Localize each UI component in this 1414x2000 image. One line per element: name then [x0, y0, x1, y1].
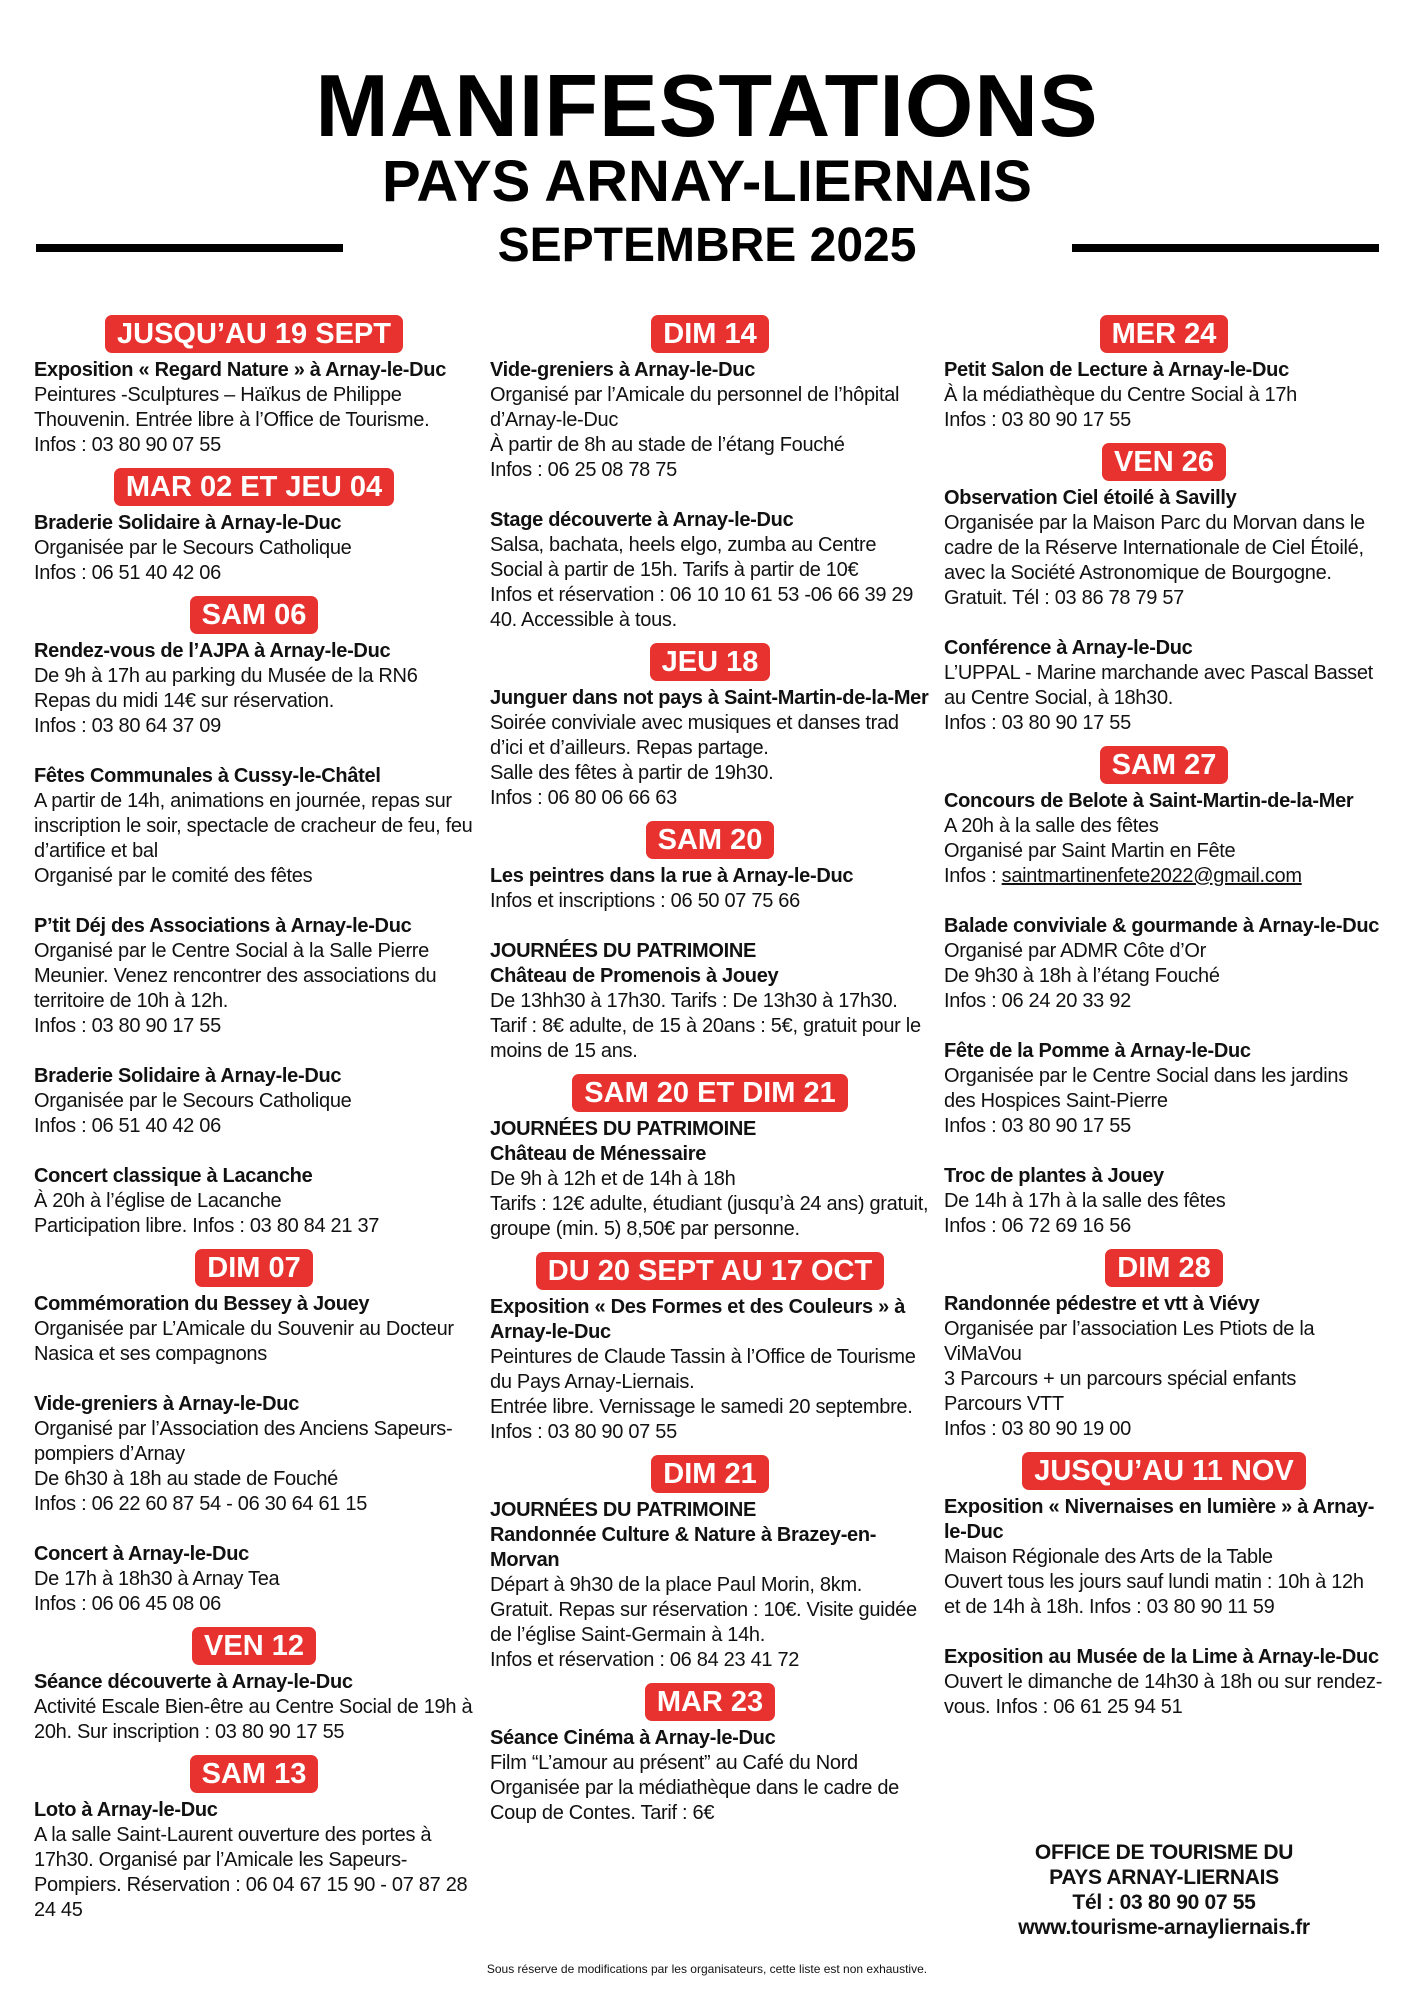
- event-item: [490, 1117, 930, 1242]
- event-detail: Infos : 03 80 90 17 55: [34, 1015, 221, 1037]
- event-detail: Infos : 06 51 40 42 06: [34, 1115, 221, 1137]
- date-badge: JUSQU’AU 19 SEPT: [105, 315, 403, 353]
- date-heading: [490, 1455, 930, 1493]
- event-item: [34, 1798, 474, 1923]
- event-detail: Entrée libre. Vernissage le samedi 20 septembre. Infos : 03 80 90 07 55: [490, 1396, 913, 1443]
- tourism-office-contact: [944, 1840, 1384, 1940]
- date-heading: [944, 746, 1384, 784]
- date-heading: [490, 1252, 930, 1290]
- event-title: P’tit Déj des Associations à Arnay-le-Duc: [34, 915, 412, 937]
- event-detail: Soirée conviviale avec musiques et danses trad d’ici et d’ailleurs. Repas partage.: [490, 712, 899, 759]
- event-detail: Infos : 03 80 90 17 55: [944, 409, 1131, 431]
- event-title: Braderie Solidaire à Arnay-le-Duc: [34, 1065, 342, 1087]
- event-detail: A partir de 14h, animations en journée, repas sur inscription le soir, spectacle de cracheur de feu, feu d’artifice et bal: [34, 790, 473, 862]
- event-title: Vide-greniers à Arnay-le-Duc: [34, 1393, 300, 1415]
- date-badge: SAM 06: [190, 596, 319, 634]
- event-item: [490, 939, 930, 1064]
- event-item: [34, 639, 474, 739]
- date-badge: VEN 12: [192, 1627, 316, 1665]
- event-title: Stage découverte à Arnay-le-Duc: [490, 509, 794, 531]
- event-detail: Organisé par le comité des fêtes: [34, 865, 313, 887]
- event-title: Commémoration du Bessey à Jouey: [34, 1293, 370, 1315]
- office-website-link[interactable]: www.tourisme-arnayliernais.fr: [1018, 1916, 1310, 1939]
- column-2: [490, 313, 930, 1836]
- event-detail: Organisée par le Secours Catholique: [34, 537, 352, 559]
- date-badge: DIM 07: [195, 1249, 312, 1287]
- event-detail: Ouvert le dimanche de 14h30 à 18h ou sur rendez-vous. Infos : 06 61 25 94 51: [944, 1671, 1383, 1718]
- event-item: [944, 1495, 1384, 1620]
- event-title: JOURNÉES DU PATRIMOINE Château de Promenois à Jouey: [490, 940, 779, 987]
- event-detail: Infos : 06 51 40 42 06: [34, 562, 221, 584]
- event-item: [944, 486, 1384, 611]
- date-heading: [34, 315, 474, 353]
- event-title: Concert classique à Lacanche: [34, 1165, 313, 1187]
- event-detail: Organisé par Saint Martin en Fête: [944, 840, 1236, 862]
- event-detail: Départ à 9h30 de la place Paul Morin, 8km. Gratuit. Repas sur réservation : 10€. Visite guidée de l’église Saint-Germain à 14h.: [490, 1574, 917, 1646]
- event-item: [490, 864, 930, 914]
- event-item: [34, 914, 474, 1039]
- event-detail: Peintures -Sculptures – Haïkus de Philippe Thouvenin. Entrée libre à l’Office de Tourisme. Infos : 03 80 90 07 55: [34, 384, 430, 456]
- event-detail: De 14h à 17h à la salle des fêtes: [944, 1190, 1226, 1212]
- event-detail: De 13hh30 à 17h30. Tarifs : De 13h30 à 17h30. Tarif : 8€ adulte, de 15 à 20ans : 5€, gratuit pour le moins de 15 ans.: [490, 990, 921, 1062]
- date-heading: [490, 821, 930, 859]
- event-detail: De 17h à 18h30 à Arnay Tea: [34, 1568, 280, 1590]
- event-detail: Salsa, bachata, heels elgo, zumba au Centre Social à partir de 15h. Tarifs à partir de 10€: [490, 534, 877, 581]
- disclaimer: Sous réserve de modifications par les organisateurs, cette liste est non exhaustive.: [486, 1962, 928, 1976]
- event-detail: Organisé par ADMR Côte d’Or: [944, 940, 1206, 962]
- event-item: [34, 1292, 474, 1367]
- date-badge: DIM 28: [1105, 1249, 1222, 1287]
- event-item: [34, 1064, 474, 1139]
- event-detail: De 9h à 12h et de 14h à 18h: [490, 1168, 736, 1190]
- event-item: [490, 358, 930, 483]
- event-detail: Organisée par le Centre Social dans les jardins des Hospices Saint-Pierre: [944, 1065, 1348, 1112]
- date-badge: SAM 20 ET DIM 21: [572, 1074, 847, 1112]
- event-title: Séance découverte à Arnay-le-Duc: [34, 1671, 353, 1693]
- event-item: [944, 636, 1384, 736]
- event-detail: De 6h30 à 18h au stade de Fouché: [34, 1468, 338, 1490]
- event-detail: Infos : 06 24 20 33 92: [944, 990, 1131, 1012]
- office-name-line1: OFFICE DE TOURISME DU: [1034, 1841, 1294, 1864]
- event-title: Braderie Solidaire à Arnay-le-Duc: [34, 512, 342, 534]
- event-title: Fêtes Communales à Cussy-le-Châtel: [34, 765, 381, 787]
- event-detail: Organisée par l’association Les Ptiots de la ViMaVou: [944, 1318, 1315, 1365]
- event-detail: Organisée par L’Amicale du Souvenir au Docteur Nasica et ses compagnons: [34, 1318, 454, 1365]
- event-detail: 3 Parcours + un parcours spécial enfants: [944, 1368, 1297, 1390]
- event-contact-email: [944, 864, 1384, 889]
- event-detail: Infos et réservation : 06 10 10 61 53 -06 66 39 29 40. Accessible à tous.: [490, 584, 914, 631]
- event-detail: Organisé par le Centre Social à la Salle Pierre Meunier. Venez rencontrer des associations du territoire de 10h à 12h.: [34, 940, 437, 1012]
- event-title: Fête de la Pomme à Arnay-le-Duc: [944, 1040, 1251, 1062]
- event-title: Exposition au Musée de la Lime à Arnay-le-Duc: [944, 1646, 1379, 1668]
- event-detail: Infos et inscriptions : 06 50 07 75 66: [490, 890, 800, 912]
- event-detail: De 9h30 à 18h à l’étang Fouché: [944, 965, 1220, 987]
- divider-right: [1072, 244, 1379, 252]
- event-detail: Infos : 06 72 69 16 56: [944, 1215, 1131, 1237]
- event-detail: Infos : 03 80 64 37 09: [34, 715, 221, 737]
- event-item: [34, 511, 474, 586]
- event-title: Junguer dans not pays à Saint-Martin-de-la-Mer: [490, 687, 929, 709]
- date-heading: [490, 643, 930, 681]
- event-detail: Tarifs : 12€ adulte, étudiant (jusqu’à 24 ans) gratuit, groupe (min. 5) 8,50€ par personne.: [490, 1193, 929, 1240]
- event-detail: Participation libre. Infos : 03 80 84 21 37: [34, 1215, 380, 1237]
- event-item: [34, 1392, 474, 1517]
- event-item: [34, 358, 474, 458]
- event-detail: Peintures de Claude Tassin à l’Office de Tourisme du Pays Arnay-Liernais.: [490, 1346, 916, 1393]
- date-badge: DIM 21: [651, 1455, 768, 1493]
- date-heading: [34, 596, 474, 634]
- event-title: Observation Ciel étoilé à Savilly: [944, 487, 1237, 509]
- event-item: [944, 789, 1384, 889]
- event-detail: Infos et réservation : 06 84 23 41 72: [490, 1649, 800, 1671]
- event-detail: Activité Escale Bien-être au Centre Social de 19h à 20h. Sur inscription : 03 80 90 17 55: [34, 1696, 473, 1743]
- event-title: Séance Cinéma à Arnay-le-Duc: [490, 1727, 776, 1749]
- date-heading: [490, 1074, 930, 1112]
- event-title: Vide-greniers à Arnay-le-Duc: [490, 359, 756, 381]
- event-item: [34, 1164, 474, 1239]
- date-heading: [490, 1683, 930, 1721]
- event-title: Troc de plantes à Jouey: [944, 1165, 1164, 1187]
- event-item: [34, 1670, 474, 1745]
- period-heading: SEPTEMBRE 2025: [497, 219, 917, 272]
- event-detail: Salle des fêtes à partir de 19h30.: [490, 762, 774, 784]
- event-item: [34, 1542, 474, 1617]
- date-heading: [34, 468, 474, 506]
- date-heading: [944, 315, 1384, 353]
- date-badge: MER 24: [1100, 315, 1229, 353]
- event-item: [490, 1295, 930, 1445]
- date-heading: [944, 1249, 1384, 1287]
- event-title: Randonnée pédestre et vtt à Viévy: [944, 1293, 1260, 1315]
- event-detail: Organisée par la Maison Parc du Morvan dans le cadre de la Réserve Internationale de Ciel Étoilé, avec la Société Astronomique de Bourgogne. Gratuit. Tél : 03 86 78 79 57: [944, 512, 1365, 609]
- event-detail: Infos : 03 80 90 19 00: [944, 1418, 1131, 1440]
- event-title: Concours de Belote à Saint-Martin-de-la-Mer: [944, 790, 1354, 812]
- event-title: Les peintres dans la rue à Arnay-le-Duc: [490, 865, 854, 887]
- event-item: [490, 1726, 930, 1826]
- column-1: [34, 313, 474, 1933]
- email-prefix: Infos :: [944, 865, 1002, 887]
- event-detail: Ouvert tous les jours sauf lundi matin : 10h à 12h et de 14h à 18h. Infos : 03 80 90 11 59: [944, 1571, 1364, 1618]
- event-title: Conférence à Arnay-le-Duc: [944, 637, 1193, 659]
- event-title: JOURNÉES DU PATRIMOINE Randonnée Culture & Nature à Brazey-en-Morvan: [490, 1499, 877, 1571]
- date-badge: MAR 23: [645, 1683, 775, 1721]
- event-detail: Infos : 06 25 08 78 75: [490, 459, 677, 481]
- office-name-line2: PAYS ARNAY-LIERNAIS: [1049, 1866, 1279, 1889]
- event-title: Exposition « Regard Nature » à Arnay-le-Duc: [34, 359, 447, 381]
- event-detail: Organisé par l’Association des Anciens Sapeurs-pompiers d’Arnay: [34, 1418, 453, 1465]
- event-detail: A 20h à la salle des fêtes: [944, 815, 1159, 837]
- event-detail: À partir de 8h au stade de l’étang Fouché: [490, 434, 845, 456]
- event-item: [944, 1645, 1384, 1720]
- event-title: Petit Salon de Lecture à Arnay-le-Duc: [944, 359, 1289, 381]
- event-item: [944, 1292, 1384, 1442]
- event-item: [490, 1498, 930, 1673]
- date-badge: MAR 02 ET JEU 04: [114, 468, 394, 506]
- event-detail: De 9h à 17h au parking du Musée de la RN6: [34, 665, 418, 687]
- page-title: MANIFESTATIONS: [315, 56, 1099, 155]
- event-detail: Infos : 06 80 06 66 63: [490, 787, 677, 809]
- date-heading: [944, 443, 1384, 481]
- date-badge: SAM 13: [190, 1755, 319, 1793]
- event-item: [34, 764, 474, 889]
- event-detail: A la salle Saint-Laurent ouverture des portes à 17h30. Organisé par l’Amicale les Sapeurs-Pompiers. Réservation : 06 04 67 15 90 - 07 87 28 24 45: [34, 1824, 468, 1921]
- date-heading: [34, 1249, 474, 1287]
- event-item: [944, 1164, 1384, 1239]
- event-item: [944, 914, 1384, 1014]
- event-detail: Repas du midi 14€ sur réservation.: [34, 690, 334, 712]
- date-heading: [490, 315, 930, 353]
- date-heading: [34, 1755, 474, 1793]
- event-title: Exposition « Des Formes et des Couleurs » à Arnay-le-Duc: [490, 1296, 906, 1343]
- event-title: JOURNÉES DU PATRIMOINE Château de Ménessaire: [490, 1118, 757, 1165]
- event-detail: À 20h à l’église de Lacanche: [34, 1190, 282, 1212]
- office-phone: Tél : 03 80 90 07 55: [1072, 1891, 1256, 1914]
- event-detail: Organisé par l’Amicale du personnel de l’hôpital d’Arnay-le-Duc: [490, 384, 900, 431]
- event-item: [944, 358, 1384, 433]
- event-detail: Maison Régionale des Arts de la Table: [944, 1546, 1273, 1568]
- event-detail: Film “L’amour au présent” au Café du Nord: [490, 1752, 858, 1774]
- event-title: Loto à Arnay-le-Duc: [34, 1799, 218, 1821]
- event-detail: Parcours VTT: [944, 1393, 1064, 1415]
- event-detail: Infos : 06 22 60 87 54 - 06 30 64 61 15: [34, 1493, 368, 1515]
- date-badge: SAM 20: [646, 821, 775, 859]
- event-detail: Infos : 03 80 90 17 55: [944, 1115, 1131, 1137]
- date-badge: VEN 26: [1102, 443, 1226, 481]
- date-badge: DU 20 SEPT AU 17 OCT: [536, 1252, 884, 1290]
- date-badge: SAM 27: [1100, 746, 1229, 784]
- event-title: Exposition « Nivernaises en lumière » à Arnay-le-Duc: [944, 1496, 1375, 1543]
- date-badge: JEU 18: [650, 643, 771, 681]
- column-3: [944, 313, 1384, 1730]
- event-item: [944, 1039, 1384, 1139]
- date-heading: [944, 1452, 1384, 1490]
- date-badge: DIM 14: [651, 315, 768, 353]
- event-item: [490, 508, 930, 633]
- event-detail: Organisée par la médiathèque dans le cadre de Coup de Contes. Tarif : 6€: [490, 1777, 900, 1824]
- event-detail: Organisée par le Secours Catholique: [34, 1090, 352, 1112]
- event-item: [490, 686, 930, 811]
- page-subtitle: PAYS ARNAY-LIERNAIS: [382, 149, 1032, 214]
- event-detail: À la médiathèque du Centre Social à 17h: [944, 384, 1297, 406]
- event-title: Concert à Arnay-le-Duc: [34, 1543, 249, 1565]
- email-link[interactable]: saintmartinenfete2022@gmail.com: [1001, 865, 1302, 887]
- event-detail: L’UPPAL - Marine marchande avec Pascal Basset au Centre Social, à 18h30.: [944, 662, 1373, 709]
- date-heading: [34, 1627, 474, 1665]
- event-detail: Infos : 06 06 45 08 06: [34, 1593, 221, 1615]
- date-badge: JUSQU’AU 11 NOV: [1022, 1452, 1305, 1490]
- event-title: Balade conviviale & gourmande à Arnay-le-Duc: [944, 915, 1380, 937]
- event-title: Rendez-vous de l’AJPA à Arnay-le-Duc: [34, 640, 391, 662]
- event-detail: Infos : 03 80 90 17 55: [944, 712, 1131, 734]
